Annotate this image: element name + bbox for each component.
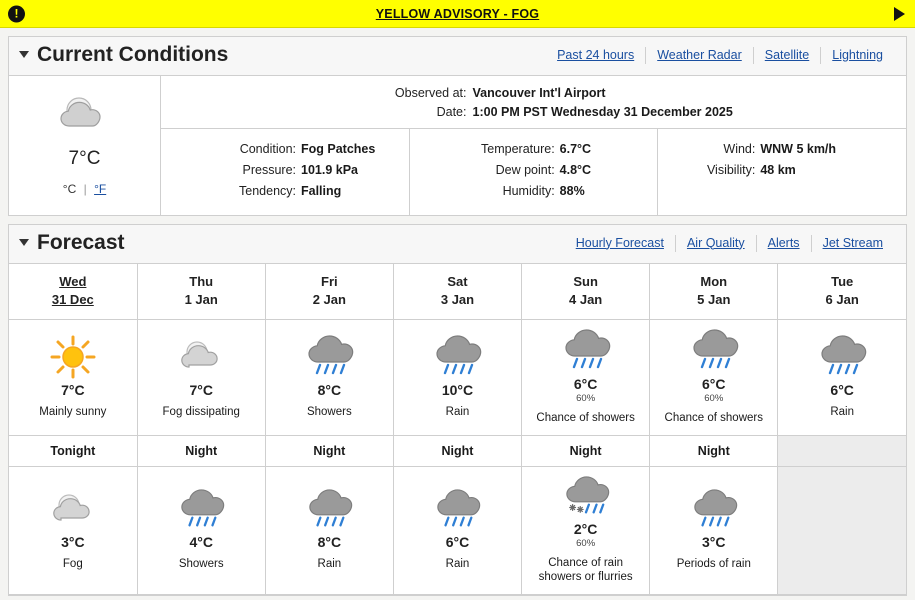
forecast-weekday: Tue — [831, 274, 854, 289]
current-conditions-body — [9, 76, 906, 215]
observation-meta — [161, 76, 906, 129]
forecast-title: Forecast — [37, 231, 125, 254]
forecast-pop: 60% — [576, 393, 596, 404]
forecast-weekday: Wed — [59, 274, 87, 289]
dew-point-label: Dew point: — [495, 163, 555, 177]
forecast-weekday: Fri — [321, 274, 338, 289]
forecast-day-cell[interactable] — [393, 320, 521, 436]
pressure-value: 101.9 kPa — [301, 163, 358, 177]
condition-value: Fog Patches — [301, 142, 376, 156]
forecast-day-cell[interactable] — [265, 320, 393, 436]
forecast-day-header[interactable] — [778, 264, 906, 320]
forecast-weekday: Thu — [189, 274, 214, 289]
forecast-day-header[interactable] — [137, 264, 265, 320]
rain-cloud-icon — [654, 328, 773, 374]
past-24-hours-link[interactable]: Past 24 hours — [557, 47, 635, 62]
air-quality-link[interactable]: Air Quality — [675, 235, 756, 252]
condition-column-3 — [658, 129, 906, 215]
forecast-date: 3 Jan — [440, 292, 475, 307]
forecast-date: 5 Jan — [697, 292, 731, 307]
current-conditions-details — [161, 76, 906, 215]
forecast-night-label: Night — [522, 436, 650, 467]
hourly-forecast-link[interactable]: Hourly Forecast — [575, 235, 664, 250]
visibility-value: 48 km — [760, 163, 796, 177]
forecast-low-temp: 8°C — [317, 534, 342, 550]
forecast-table — [9, 264, 906, 595]
current-conditions-title: Current Conditions — [37, 43, 229, 66]
forecast-high-temp: 8°C — [317, 382, 342, 398]
current-conditions-header — [9, 37, 906, 76]
condition-label: Condition: — [239, 142, 296, 156]
rain-cloud-icon — [782, 334, 902, 380]
forecast-day-row — [9, 320, 906, 436]
forecast-empty-cell — [778, 436, 906, 467]
temperature-row — [410, 139, 658, 160]
forecast-low-temp: 2°C — [573, 521, 598, 537]
forecast-condition: Showers — [306, 406, 352, 418]
condition-column-1 — [161, 129, 410, 215]
forecast-low-temp: 3°C — [61, 534, 85, 550]
current-conditions-panel — [8, 36, 907, 216]
fog-cloud-icon — [142, 334, 261, 380]
observation-date-row — [161, 103, 906, 122]
condition-columns — [161, 129, 906, 215]
rain-cloud-icon — [526, 328, 645, 374]
forecast-day-header[interactable] — [393, 264, 521, 320]
forecast-condition: Chance of showers — [664, 412, 763, 424]
humidity-row — [410, 181, 658, 202]
forecast-day-header[interactable] — [522, 264, 650, 320]
forecast-day-cell[interactable] — [522, 320, 650, 436]
forecast-pop: 60% — [576, 538, 596, 549]
forecast-weekday: Mon — [700, 274, 728, 289]
forecast-night-cell[interactable] — [9, 467, 137, 595]
forecast-day-cell[interactable] — [778, 320, 906, 436]
temperature-label: Temperature: — [481, 142, 555, 156]
humidity-label: Humidity: — [502, 184, 555, 198]
advisory-banner — [0, 0, 915, 28]
forecast-night-cell[interactable] — [393, 467, 521, 595]
current-conditions-links — [546, 47, 894, 64]
forecast-high-temp: 10°C — [441, 382, 474, 398]
alerts-link[interactable]: Alerts — [756, 235, 811, 252]
alert-exclamation-icon: ! — [8, 5, 25, 22]
rain-snow-cloud-icon — [526, 475, 645, 519]
tendency-label: Tendency: — [239, 184, 296, 198]
forecast-date: 31 Dec — [51, 292, 94, 307]
forecast-condition: Periods of rain — [676, 558, 751, 570]
satellite-link[interactable]: Satellite — [753, 47, 820, 64]
forecast-night-row — [9, 467, 906, 595]
visibility-label: Visibility: — [706, 163, 756, 177]
forecast-links — [565, 235, 894, 252]
fog-cloud-icon — [13, 488, 133, 532]
forecast-low-temp: 6°C — [445, 534, 470, 550]
forecast-condition: Showers — [178, 558, 224, 570]
forecast-condition: Fog — [62, 558, 83, 570]
forecast-weekday: Sun — [573, 274, 598, 289]
temperature-value: 6.7°C — [559, 142, 592, 156]
forecast-condition: Rain — [317, 558, 342, 570]
current-conditions-summary — [9, 76, 161, 215]
dew-point-value: 4.8°C — [559, 163, 592, 177]
rain-cloud-icon — [654, 488, 773, 532]
observation-date-value: 1:00 PM PST Wednesday 31 December 2025 — [472, 105, 733, 119]
forecast-header — [9, 225, 906, 264]
forecast-night-cell[interactable] — [522, 467, 650, 595]
collapse-caret-icon[interactable] — [19, 51, 29, 58]
unit-celsius-label: °C — [62, 182, 77, 196]
forecast-night-cell[interactable] — [265, 467, 393, 595]
forecast-night-label: Night — [650, 436, 778, 467]
forecast-high-temp: 7°C — [61, 382, 85, 398]
rain-cloud-icon — [398, 488, 517, 532]
observed-at-row — [161, 84, 906, 103]
visibility-row — [658, 160, 906, 181]
unit-divider: | — [83, 182, 87, 196]
forecast-night-label: Night — [265, 436, 393, 467]
wind-row — [658, 139, 906, 160]
humidity-value: 88% — [559, 184, 585, 198]
unit-toggle — [9, 182, 160, 196]
pressure-row — [161, 160, 409, 181]
forecast-high-temp: 7°C — [189, 382, 213, 398]
forecast-condition: Mainly sunny — [39, 406, 107, 418]
forecast-condition: Rain — [445, 406, 470, 418]
observation-date-label: Date: — [436, 105, 467, 119]
current-temperature: 7°C — [68, 148, 101, 169]
lightning-link[interactable]: Lightning — [820, 47, 894, 64]
dew-point-row — [410, 160, 658, 181]
forecast-panel — [8, 224, 907, 596]
weather-radar-link[interactable]: Weather Radar — [645, 47, 753, 64]
forecast-night-label-row — [9, 436, 906, 467]
wind-value: WNW 5 km/h — [760, 142, 837, 156]
forecast-day-header[interactable] — [650, 264, 778, 320]
forecast-weekday: Sat — [447, 274, 468, 289]
forecast-condition: Rain — [830, 406, 854, 418]
forecast-pop: 60% — [704, 393, 724, 404]
rain-cloud-icon — [142, 488, 261, 532]
wind-label: Wind: — [723, 142, 756, 156]
forecast-high-temp: 6°C — [573, 376, 598, 392]
forecast-date: 6 Jan — [825, 292, 859, 307]
observed-at-value: Vancouver Int'l Airport — [472, 86, 606, 100]
forecast-condition: Chance of showers — [536, 412, 635, 424]
forecast-day-cell[interactable] — [650, 320, 778, 436]
sunny-icon — [13, 334, 133, 380]
rain-cloud-icon — [398, 334, 517, 380]
forecast-date: 1 Jan — [184, 292, 218, 307]
forecast-day-header[interactable] — [265, 264, 393, 320]
tendency-row — [161, 181, 409, 202]
observed-at-label: Observed at: — [394, 86, 467, 100]
advisory-next-arrow-icon[interactable] — [894, 7, 905, 21]
forecast-day-cell[interactable] — [9, 320, 137, 436]
forecast-low-temp: 3°C — [702, 534, 726, 550]
forecast-date: 4 Jan — [569, 292, 603, 307]
forecast-night-cell[interactable] — [137, 467, 265, 595]
rain-cloud-icon — [270, 488, 389, 532]
tendency-value: Falling — [301, 184, 342, 198]
condition-column-2 — [410, 129, 659, 215]
forecast-night-label: Tonight — [9, 436, 137, 467]
advisory-text[interactable]: YELLOW ADVISORY - FOG — [375, 6, 540, 21]
forecast-high-temp: 6°C — [830, 382, 854, 398]
condition-row — [161, 139, 409, 160]
forecast-day-cell[interactable] — [137, 320, 265, 436]
jet-stream-link[interactable]: Jet Stream — [811, 235, 894, 252]
forecast-day-header-row — [9, 264, 906, 320]
forecast-night-cell[interactable] — [650, 467, 778, 595]
forecast-empty-cell — [778, 467, 906, 595]
sun-behind-cloud-icon — [9, 88, 160, 144]
forecast-night-label: Night — [393, 436, 521, 467]
pressure-label: Pressure: — [242, 163, 296, 177]
rain-cloud-icon — [270, 334, 389, 380]
forecast-high-temp: 6°C — [702, 376, 726, 392]
unit-fahrenheit-link[interactable]: °F — [94, 182, 107, 196]
forecast-condition: Fog dissipating — [162, 406, 240, 418]
forecast-low-temp: 4°C — [189, 534, 213, 550]
forecast-condition: Rain — [445, 558, 470, 570]
forecast-collapse-caret-icon[interactable] — [19, 239, 29, 246]
forecast-condition: Chance of rain showers or flurries — [538, 557, 633, 583]
forecast-day-header[interactable] — [9, 264, 137, 320]
forecast-night-label: Night — [137, 436, 265, 467]
forecast-date: 2 Jan — [312, 292, 346, 307]
